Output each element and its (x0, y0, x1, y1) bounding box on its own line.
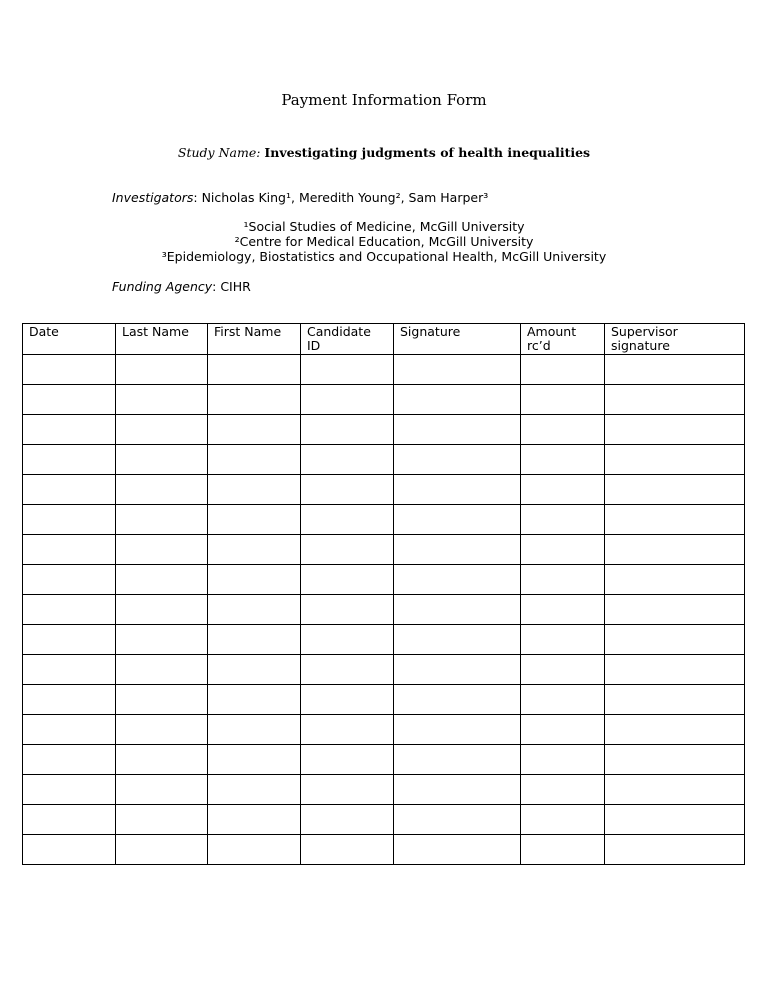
table-cell[interactable] (23, 715, 116, 745)
header-last-name: Last Name (116, 324, 208, 355)
table-cell[interactable] (521, 505, 605, 535)
table-cell[interactable] (605, 775, 745, 805)
table-cell[interactable] (116, 385, 208, 415)
table-row (23, 445, 745, 475)
table-cell[interactable] (394, 745, 521, 775)
table-cell[interactable] (23, 655, 116, 685)
table-cell[interactable] (23, 775, 116, 805)
table-cell[interactable] (394, 835, 521, 865)
table-cell[interactable] (605, 415, 745, 445)
affiliation-2: ²Centre for Medical Education, McGill University (234, 234, 534, 249)
table-cell[interactable] (116, 685, 208, 715)
affiliation-1: ¹Social Studies of Medicine, McGill University (243, 219, 525, 234)
table-cell[interactable] (521, 355, 605, 385)
table-cell[interactable] (208, 355, 301, 385)
table-cell[interactable] (116, 625, 208, 655)
table-row (23, 835, 745, 865)
table-cell[interactable] (23, 475, 116, 505)
study-name-label: Study Name: (177, 145, 261, 160)
table-cell[interactable] (301, 745, 394, 775)
table-cell[interactable] (521, 835, 605, 865)
table-cell[interactable] (301, 595, 394, 625)
table-cell[interactable] (208, 445, 301, 475)
table-cell[interactable] (23, 355, 116, 385)
table-row (23, 685, 745, 715)
table-cell[interactable] (301, 565, 394, 595)
table-row (23, 415, 745, 445)
table-cell[interactable] (208, 385, 301, 415)
table-cell[interactable] (605, 475, 745, 505)
payment-table (22, 323, 745, 865)
table-body (23, 355, 745, 865)
table-row (23, 385, 745, 415)
header-candidate-id: Candidate ID (301, 324, 394, 355)
table-cell[interactable] (394, 805, 521, 835)
table-cell[interactable] (23, 535, 116, 565)
table-cell[interactable] (23, 685, 116, 715)
table-cell[interactable] (605, 355, 745, 385)
table-header-row (23, 324, 745, 355)
table-cell[interactable] (605, 385, 745, 415)
table-cell[interactable] (521, 535, 605, 565)
table-cell[interactable] (208, 505, 301, 535)
table-cell[interactable] (521, 805, 605, 835)
table-cell[interactable] (23, 835, 116, 865)
table-cell[interactable] (394, 655, 521, 685)
table-cell[interactable] (521, 445, 605, 475)
table-cell[interactable] (394, 565, 521, 595)
investigators-label: Investigators (112, 190, 194, 205)
table-cell[interactable] (208, 715, 301, 745)
table-cell[interactable] (301, 475, 394, 505)
table-cell[interactable] (208, 745, 301, 775)
header-supervisor-signature: Supervisor signature (605, 324, 745, 355)
table-cell[interactable] (301, 385, 394, 415)
table-cell[interactable] (116, 415, 208, 445)
investigators-line (112, 189, 488, 207)
table-cell[interactable] (521, 595, 605, 625)
table-cell[interactable] (301, 625, 394, 655)
table-cell[interactable] (301, 505, 394, 535)
table-cell[interactable] (605, 535, 745, 565)
table-cell[interactable] (605, 625, 745, 655)
study-name-value: Investigating judgments of health inequalities (264, 145, 591, 160)
table-cell[interactable] (394, 475, 521, 505)
header-signature: Signature (394, 324, 521, 355)
table-cell[interactable] (521, 775, 605, 805)
table-row (23, 595, 745, 625)
table-cell[interactable] (521, 685, 605, 715)
table-row (23, 775, 745, 805)
table-cell[interactable] (301, 685, 394, 715)
table-cell[interactable] (23, 805, 116, 835)
table-cell[interactable] (208, 835, 301, 865)
table-cell[interactable] (301, 445, 394, 475)
table-cell[interactable] (116, 475, 208, 505)
table-cell[interactable] (116, 535, 208, 565)
table-cell[interactable] (116, 745, 208, 775)
table-cell[interactable] (605, 565, 745, 595)
header-amount-rcd: Amount rc’d (521, 324, 605, 355)
table-cell[interactable] (394, 715, 521, 745)
table-cell[interactable] (521, 715, 605, 745)
table-cell[interactable] (208, 655, 301, 685)
table-row (23, 625, 745, 655)
table-cell[interactable] (521, 745, 605, 775)
table-cell[interactable] (208, 625, 301, 655)
table-row (23, 805, 745, 835)
header-date: Date (23, 324, 116, 355)
table-row (23, 715, 745, 745)
table-cell[interactable] (116, 595, 208, 625)
table-cell[interactable] (116, 565, 208, 595)
table-cell[interactable] (208, 775, 301, 805)
table-cell[interactable] (605, 445, 745, 475)
funding-agency-value: : CIHR (212, 279, 251, 294)
table-cell[interactable] (301, 655, 394, 685)
affiliations-block (0, 219, 768, 264)
table-row (23, 655, 745, 685)
table-cell[interactable] (23, 385, 116, 415)
table-cell[interactable] (394, 385, 521, 415)
table-cell[interactable] (208, 565, 301, 595)
table-cell[interactable] (605, 685, 745, 715)
table-cell[interactable] (521, 625, 605, 655)
table-row (23, 355, 745, 385)
table-cell[interactable] (394, 625, 521, 655)
table-row (23, 565, 745, 595)
table-row (23, 535, 745, 565)
table-cell[interactable] (521, 415, 605, 445)
table-row (23, 475, 745, 505)
form-title: Payment Information Form (281, 91, 487, 109)
table-cell[interactable] (208, 475, 301, 505)
table-cell[interactable] (208, 805, 301, 835)
table-cell[interactable] (116, 355, 208, 385)
table-cell[interactable] (23, 565, 116, 595)
table-cell[interactable] (301, 415, 394, 445)
table-row (23, 505, 745, 535)
table-row (23, 745, 745, 775)
table-cell[interactable] (394, 535, 521, 565)
header-first-name: First Name (208, 324, 301, 355)
table-cell[interactable] (521, 475, 605, 505)
table-cell[interactable] (394, 595, 521, 625)
table-cell[interactable] (208, 595, 301, 625)
table-cell[interactable] (605, 835, 745, 865)
table-cell[interactable] (208, 685, 301, 715)
table-cell[interactable] (394, 505, 521, 535)
table-cell[interactable] (116, 445, 208, 475)
table-cell[interactable] (394, 775, 521, 805)
table-cell[interactable] (23, 505, 116, 535)
table-cell[interactable] (301, 805, 394, 835)
table-cell[interactable] (301, 715, 394, 745)
table-cell[interactable] (116, 715, 208, 745)
table-cell[interactable] (208, 535, 301, 565)
table-cell[interactable] (23, 445, 116, 475)
table-cell[interactable] (605, 505, 745, 535)
table-cell[interactable] (605, 745, 745, 775)
table-cell[interactable] (605, 805, 745, 835)
table-cell[interactable] (521, 655, 605, 685)
table-cell[interactable] (301, 835, 394, 865)
table-cell[interactable] (301, 535, 394, 565)
table-cell[interactable] (605, 595, 745, 625)
table-cell[interactable] (394, 445, 521, 475)
table-cell[interactable] (394, 415, 521, 445)
table-cell[interactable] (301, 355, 394, 385)
table-cell[interactable] (116, 835, 208, 865)
table-cell[interactable] (23, 595, 116, 625)
table-cell[interactable] (23, 745, 116, 775)
funding-agency-line (112, 278, 251, 296)
table-cell[interactable] (394, 685, 521, 715)
table-cell[interactable] (23, 625, 116, 655)
table-cell[interactable] (116, 805, 208, 835)
table-cell[interactable] (301, 775, 394, 805)
table-cell[interactable] (605, 715, 745, 745)
table-cell[interactable] (605, 655, 745, 685)
table-cell[interactable] (521, 385, 605, 415)
table-cell[interactable] (394, 355, 521, 385)
table-cell[interactable] (521, 565, 605, 595)
table-cell[interactable] (208, 415, 301, 445)
table-cell[interactable] (116, 505, 208, 535)
table-cell[interactable] (116, 775, 208, 805)
investigators-value: : Nicholas King¹, Meredith Young², Sam Harper³ (193, 190, 489, 205)
funding-agency-label: Funding Agency (112, 279, 213, 294)
study-name-line (0, 144, 768, 162)
table-cell[interactable] (116, 655, 208, 685)
affiliation-3: ³Epidemiology, Biostatistics and Occupational Health, McGill University (161, 249, 607, 264)
table-cell[interactable] (23, 415, 116, 445)
